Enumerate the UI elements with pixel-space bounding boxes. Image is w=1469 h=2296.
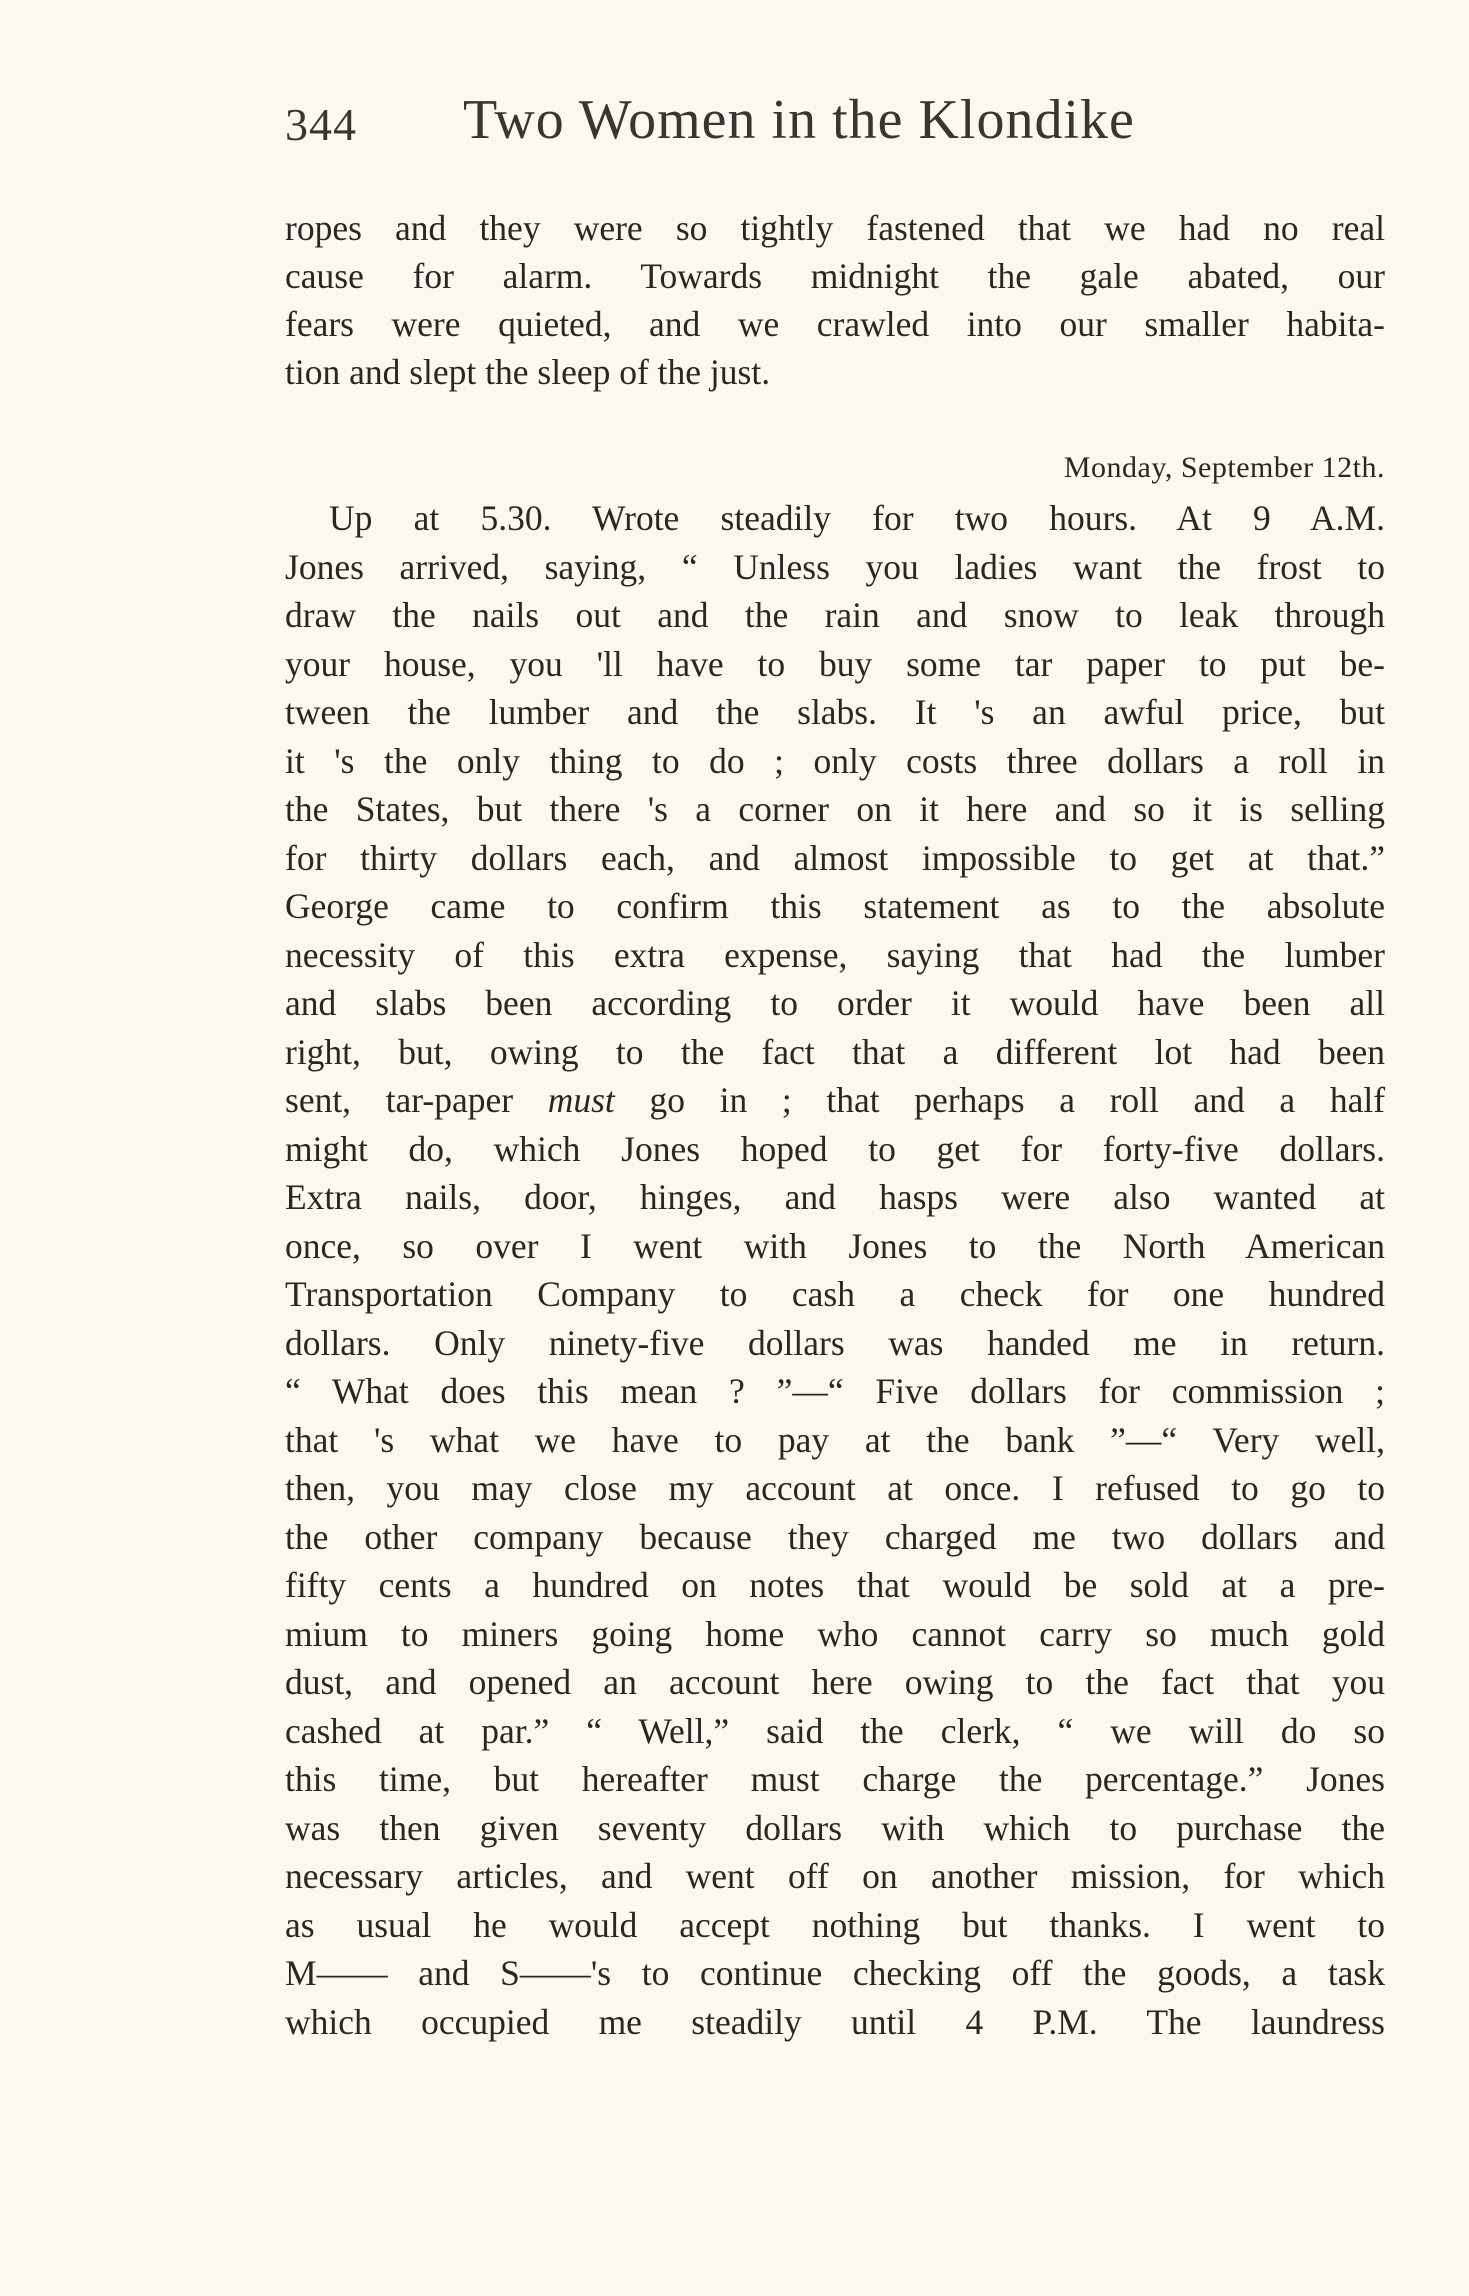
text-line: necessary articles, and went off on another mission, for which bbox=[285, 1856, 1385, 1896]
text-line: cause for alarm. Towards midnight the gale abated, our bbox=[285, 256, 1385, 296]
text-line: for thirty dollars each, and almost impossible to get at that.” bbox=[285, 838, 1385, 878]
text-line: Transportation Company to cash a check for one hundred bbox=[285, 1274, 1385, 1314]
text-line: dust, and opened an account here owing to the fact that you bbox=[285, 1662, 1385, 1702]
text-line: draw the nails out and the rain and snow to leak through bbox=[285, 595, 1385, 635]
page-number: 344 bbox=[285, 99, 357, 150]
text-line: was then given seventy dollars with which to purchase the bbox=[285, 1808, 1385, 1848]
text-line: tion and slept the sleep of the just. bbox=[285, 352, 771, 392]
text-line: that 's what we have to pay at the bank ”—“ Very well, bbox=[285, 1420, 1385, 1460]
text-line-with-italic bbox=[285, 1076, 1385, 1124]
page-header bbox=[285, 88, 1385, 158]
italic-word: must bbox=[547, 1080, 615, 1120]
text-line: fifty cents a hundred on notes that would be sold at a pre- bbox=[285, 1565, 1385, 1605]
text-line: Jones arrived, saying, “ Unless you ladies want the frost to bbox=[285, 547, 1385, 587]
text-segment: sent, tar-paper bbox=[285, 1080, 514, 1120]
entry-dateline: Monday, September 12th. bbox=[1063, 451, 1385, 484]
text-line: right, but, owing to the fact that a different lot had been bbox=[285, 1032, 1385, 1072]
text-line: as usual he would accept nothing but thanks. I went to bbox=[285, 1905, 1385, 1945]
text-line: tween the lumber and the slabs. It 's an awful price, but bbox=[285, 692, 1385, 732]
text-line: mium to miners going home who cannot carry so much gold bbox=[285, 1614, 1385, 1654]
text-line: M—— and S——'s to continue checking off the goods, a task bbox=[285, 1953, 1385, 1993]
text-line: once, so over I went with Jones to the North American bbox=[285, 1226, 1385, 1266]
text-line: necessity of this extra expense, saying that had the lumber bbox=[285, 935, 1385, 975]
text-line: “ What does this mean ? ”—“ Five dollars for commission ; bbox=[285, 1371, 1385, 1411]
text-line: it 's the only thing to do ; only costs three dollars a roll in bbox=[285, 741, 1385, 781]
text-line: the States, but there 's a corner on it here and so it is selling bbox=[285, 789, 1385, 829]
running-title: Two Women in the Klondike bbox=[463, 89, 1135, 151]
text-line: Up at 5.30. Wrote steadily for two hours. At 9 A.M. bbox=[329, 498, 1385, 538]
text-line: ropes and they were so tightly fastened that we had no real bbox=[285, 208, 1385, 248]
text-line: cashed at par.” “ Well,” said the clerk, “ we will do so bbox=[285, 1711, 1385, 1751]
text-line: which occupied me steadily until 4 P.M. The laundress bbox=[285, 2002, 1385, 2042]
text-line: your house, you 'll have to buy some tar paper to put be- bbox=[285, 644, 1385, 684]
text-line: then, you may close my account at once. I refused to go to bbox=[285, 1468, 1385, 1508]
text-segment: go in ; that perhaps a roll and a half bbox=[649, 1080, 1386, 1120]
text-line: and slabs been according to order it would have been all bbox=[285, 983, 1385, 1023]
text-line: George came to confirm this statement as to the absolute bbox=[285, 886, 1385, 926]
text-line: dollars. Only ninety-five dollars was handed me in return. bbox=[285, 1323, 1385, 1363]
text-line: fears were quieted, and we crawled into our smaller habita- bbox=[285, 304, 1385, 344]
text-line: this time, but hereafter must charge the percentage.” Jones bbox=[285, 1759, 1385, 1799]
text-line: the other company because they charged me two dollars and bbox=[285, 1517, 1385, 1557]
text-line: might do, which Jones hoped to get for forty-five dollars. bbox=[285, 1129, 1385, 1169]
text-line: Extra nails, door, hinges, and hasps were also wanted at bbox=[285, 1177, 1385, 1217]
